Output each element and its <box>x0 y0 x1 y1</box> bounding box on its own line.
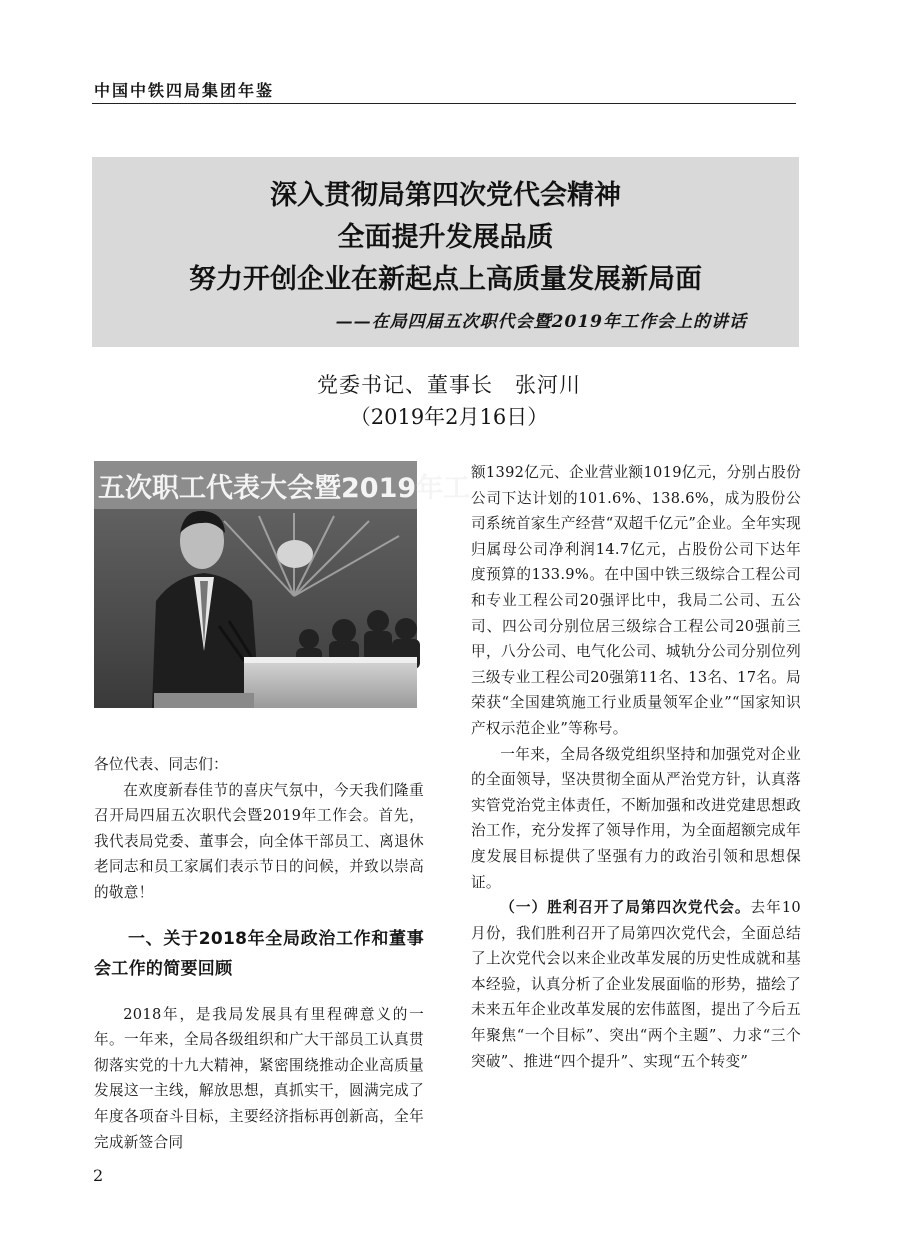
subtitle: ——在局四届五次职代会暨2019年工作会上的讲话 <box>335 312 747 332</box>
speaker-photo <box>94 461 471 708</box>
speech-date: （2019年2月16日） <box>349 405 549 429</box>
results-paragraph: 额1392亿元、企业营业额1019亿元，分别占股份公司下达计划的101.6%、138.6%，成为股份公司系统首家生产经营“双超千亿元”企业。全年实现归属母公司净利润14.7亿元，占股份公司下达年度预算的133.9%。在中国中铁三级综合工程公司和专业工程公司20强评比中，我局二公司、五公司、四公司分别位居三级综合工程公司20强前三甲，八分公司、电气化公司、城轨分公司分别位列三级专业工程公司20强第11名、13名、17名。局荣获“全国建筑施工行业质量领军企业”“国家知识产权示范企业”等称号。 <box>471 464 801 737</box>
subsection-lead: （一）胜利召开了局第四次党代会。 <box>500 899 751 917</box>
title-line-2: 全面提升发展品质 <box>337 222 554 253</box>
author-byline: 党委书记、董事长 张河川 <box>317 373 581 397</box>
subsection-body: 去年10月份，我们胜利召开了局第四次党代会，全面总结了上次党代会以来企业改革发展的历史性成就和基本经验，认真分析了企业发展面临的形势，描绘了未来五年企业改革发展的宏伟蓝图，提出了今后五年聚焦“一个目标”、突出“两个主题”、力求“三个突破”、推进“四个提升”、实现“五个转变” <box>471 899 801 1070</box>
review-paragraph: 2018年，是我局发展具有里程碑意义的一年。一年来，全局各级组织和广大干部员工认真贯彻落实党的十九大精神，紧密围绕推动企业高质量发展这一主线，解放思想，真抓实干，圆满完成了年度各项奋斗目标，主要经济指标再创新高，全年完成新签合同 <box>94 1005 424 1151</box>
section-heading: 一、关于2018年全局政治工作和董事会工作的简要回顾 <box>94 928 424 979</box>
title-block <box>92 157 799 347</box>
right-column <box>471 460 801 1074</box>
banner-text: 五次职工代表大会暨2019年工 <box>98 473 471 504</box>
title-line-3: 努力开创企业在新起点上高质量发展新局面 <box>189 264 702 295</box>
page-number: 2 <box>93 1166 104 1185</box>
header-rule <box>92 103 796 104</box>
left-column <box>94 752 424 1155</box>
salutation: 各位代表、同志们： <box>94 756 229 773</box>
title-line-1: 深入贯彻局第四次党代会精神 <box>270 180 621 211</box>
running-header: 中国中铁四局集团年鉴 <box>94 81 275 100</box>
party-leadership-paragraph: 一年来，全局各级党组织坚持和加强党对企业的全面领导，坚决贯彻全面从严治党方针，认真落实管党治党主体责任，不断加强和改进党建思想政治工作，充分发挥了领导作用，为全面超额完成年度发展目标提供了坚强有力的政治引领和思想保证。 <box>471 745 801 891</box>
party-congress-paragraph <box>471 895 801 1074</box>
opening-paragraph: 在欢度新春佳节的喜庆气氛中，今天我们隆重召开局四届五次职代会暨2019年工作会。首先，我代表局党委、董事会，向全体干部员工、离退休老同志和员工家属们表示节日的问候，并致以崇高的敬意！ <box>94 781 424 901</box>
